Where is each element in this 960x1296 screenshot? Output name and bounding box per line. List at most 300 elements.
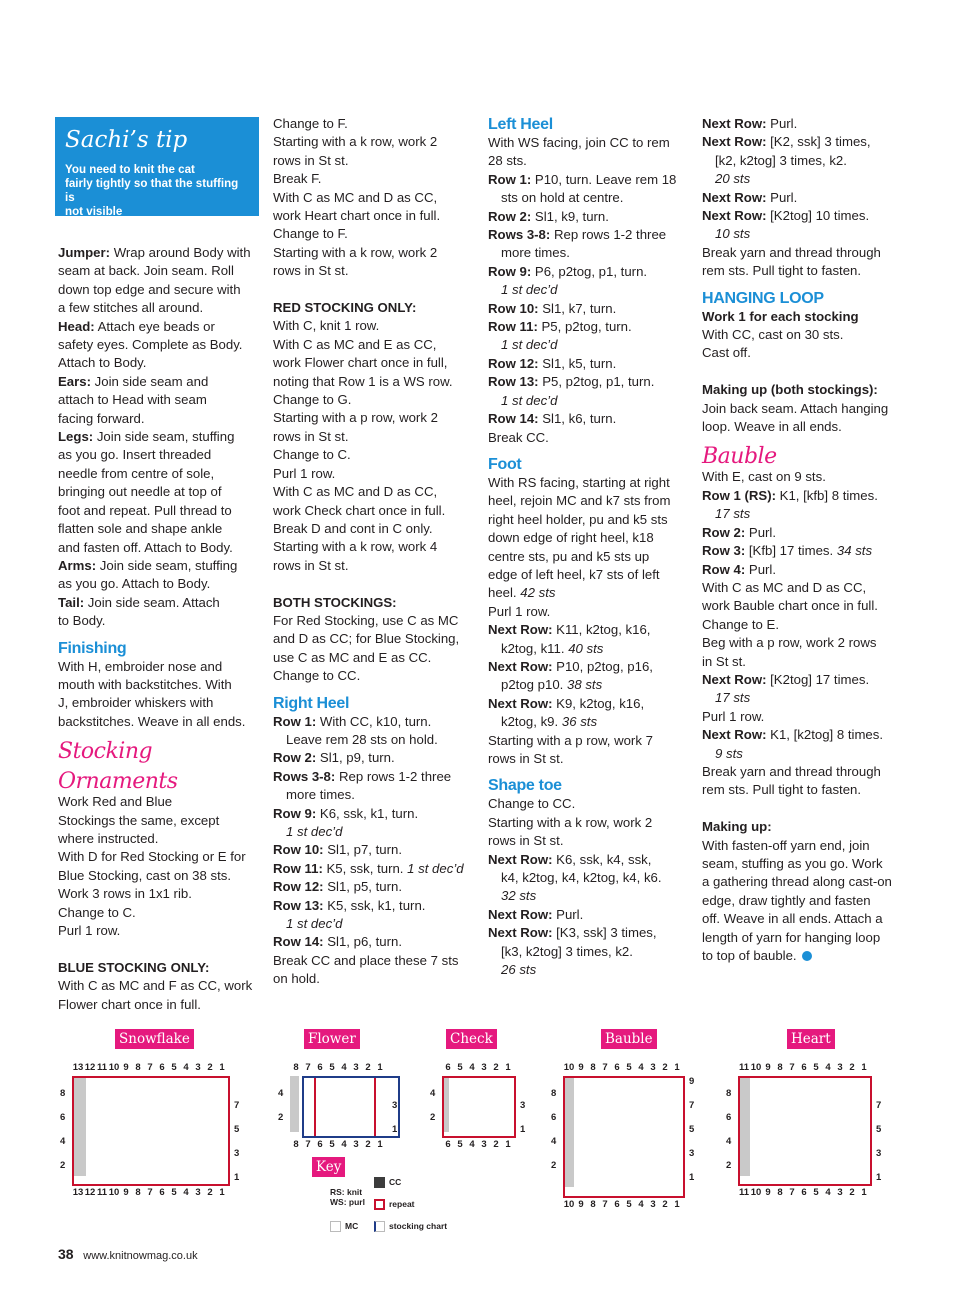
text-line — [273, 299, 478, 317]
bold-label: Next Row: — [488, 925, 553, 941]
stitch-number: 2 — [493, 1139, 499, 1150]
row-number: 1 — [234, 1172, 240, 1183]
italic-count: 36 sts — [561, 714, 598, 730]
bold-label: Next Row: — [488, 658, 553, 674]
line-text: use C as MC and E as CC. — [273, 649, 432, 665]
spacer — [702, 363, 907, 381]
text-column-1 — [58, 244, 263, 1014]
line-text: Purl 1 row. — [488, 603, 551, 619]
line-text: rows in St st. — [273, 263, 349, 279]
text-line — [58, 354, 263, 372]
line-text: more times. — [286, 787, 355, 803]
text-line — [488, 336, 693, 354]
text-line — [702, 781, 907, 799]
line-text: 28 sts. — [488, 153, 527, 169]
line-text: safety eyes. Complete as Body. — [58, 337, 243, 353]
row-number: 1 — [876, 1172, 882, 1183]
stitch-number: 8 — [777, 1062, 783, 1073]
stitch-number: 5 — [329, 1139, 335, 1150]
stitch-number: 4 — [183, 1062, 189, 1073]
italic-count: 17 sts — [715, 506, 751, 522]
line-text: With fasten-off yarn end, join — [702, 837, 870, 853]
stitch-number: 1 — [674, 1199, 680, 1210]
row-number: 8 — [551, 1088, 557, 1099]
top-stitch-numbers — [442, 1062, 514, 1073]
stitch-number: 6 — [445, 1139, 451, 1150]
italic-count: 20 sts — [715, 171, 751, 187]
chart-label-check: Check — [446, 1029, 497, 1049]
bold-label: Legs: — [58, 429, 94, 445]
text-line — [273, 749, 478, 767]
line-text: heel, rejoin MC and k7 sts from — [488, 493, 671, 509]
stitch-number: 10 — [563, 1199, 575, 1210]
stitch-number: 7 — [789, 1062, 795, 1073]
stitch-number: 4 — [341, 1062, 347, 1073]
stitch-number: 6 — [159, 1062, 165, 1073]
stitch-number: 7 — [602, 1199, 608, 1210]
italic-count: 32 sts — [501, 888, 537, 904]
row-number: 3 — [520, 1100, 526, 1111]
chart-key — [312, 1157, 452, 1237]
text-line — [273, 897, 478, 915]
stitch-number: 3 — [837, 1062, 843, 1073]
line-text: rows in St st. — [488, 833, 564, 849]
top-stitch-numbers — [563, 1062, 683, 1073]
bold-label: Next Row: — [488, 695, 553, 711]
bold-label: Row 13: — [488, 374, 539, 390]
text-line — [273, 262, 478, 280]
text-line — [702, 344, 907, 362]
stitch-number: 6 — [445, 1062, 451, 1073]
line-text: Starting with a k row, work 2 — [273, 134, 438, 150]
row-number: 2 — [60, 1160, 66, 1171]
line-text: to Body. — [58, 613, 106, 629]
stocking-box — [302, 1076, 400, 1138]
text-line — [702, 689, 907, 707]
text-line — [702, 207, 907, 225]
page-number: 38 — [58, 1246, 74, 1262]
line-text: down top edge and secure with — [58, 281, 241, 297]
text-line — [488, 943, 693, 961]
bold-label: Rows 3-8: — [488, 227, 551, 243]
text-line — [273, 649, 478, 667]
text-line — [488, 795, 693, 813]
section-heading: Shape toe — [488, 777, 562, 795]
text-column-3 — [488, 115, 693, 979]
text-line — [488, 750, 693, 768]
italic-count: 17 sts — [715, 690, 751, 706]
text-line — [488, 814, 693, 832]
text-line — [702, 745, 907, 763]
bold-label: Row 1: — [273, 713, 317, 729]
bold-label: Head: — [58, 318, 95, 334]
text-line — [273, 152, 478, 170]
text-line — [58, 410, 263, 428]
line-text: Cast off. — [702, 345, 751, 361]
text-line — [488, 355, 693, 373]
text-line — [273, 483, 478, 501]
text-line — [58, 867, 263, 885]
stitch-number: 5 — [457, 1062, 463, 1073]
key-stocking-chart: stocking chart — [374, 1221, 447, 1232]
stitch-number: 2 — [662, 1199, 668, 1210]
stitch-number: 1 — [505, 1139, 511, 1150]
text-line — [702, 542, 907, 560]
text-line — [702, 929, 907, 947]
line-text: edge, draw tightly and fasten — [702, 892, 871, 908]
repeat-box — [442, 1076, 516, 1138]
text-line — [58, 612, 263, 630]
line-text: work Bauble chart once in full. — [702, 598, 878, 614]
stocking-swatch-icon — [374, 1221, 385, 1232]
text-line — [702, 818, 907, 836]
text-line — [273, 244, 478, 262]
text-line — [488, 474, 693, 492]
stitch-number: 12 — [84, 1062, 96, 1073]
text-line — [488, 281, 693, 299]
text-line — [58, 391, 263, 409]
line-text: With CC, cast on 30 sts. — [702, 327, 844, 343]
line-text: K9, k2tog, k16, — [552, 695, 645, 711]
stitch-number: 5 — [626, 1199, 632, 1210]
text-line — [58, 299, 263, 317]
bold-label: Next Row: — [702, 134, 767, 150]
top-stitch-numbers — [72, 1062, 228, 1073]
text-line — [702, 308, 907, 326]
italic-count: 34 sts — [836, 543, 873, 559]
text-line — [702, 726, 907, 744]
stitch-number: 9 — [123, 1187, 129, 1198]
stitch-number: 1 — [219, 1062, 225, 1073]
line-text: For Red Stocking, use C as MC — [273, 612, 459, 628]
line-text: With CC, k10, turn. — [316, 713, 432, 729]
line-text: Change to C. — [273, 447, 351, 463]
line-text: Beg with a p row, work 2 rows — [702, 635, 877, 651]
stitch-number: 1 — [219, 1187, 225, 1198]
stitch-number: 8 — [590, 1199, 596, 1210]
text-line — [702, 468, 907, 486]
italic-count: 26 sts — [501, 962, 537, 978]
stitch-number: 9 — [765, 1187, 771, 1198]
text-line — [702, 579, 907, 597]
line-text: Break D and cont in C only. — [273, 520, 433, 536]
text-line — [273, 970, 478, 988]
italic-count: 40 sts — [568, 640, 604, 656]
text-line — [273, 823, 478, 841]
line-text: P5, p2tog, p1, turn. — [538, 374, 655, 390]
stitch-number: 2 — [365, 1139, 371, 1150]
line-text: needle from centre of sole, — [58, 465, 215, 481]
stitch-number: 5 — [171, 1062, 177, 1073]
line-text: where instructed. — [58, 830, 159, 846]
stitch-number: 4 — [341, 1139, 347, 1150]
line-text: Sl1, p5, turn. — [323, 879, 402, 895]
stitch-number: 8 — [135, 1187, 141, 1198]
text-line — [273, 354, 478, 372]
bold-label: Row 10: — [273, 842, 324, 858]
text-line — [488, 869, 693, 887]
line-text: rows in St st. — [273, 152, 349, 168]
text-line — [58, 959, 263, 977]
chart-grid — [290, 1076, 299, 1132]
line-text: as you go. Insert threaded — [58, 447, 212, 463]
cc-swatch-icon — [374, 1177, 385, 1188]
line-text: With C, knit 1 row. — [273, 318, 380, 334]
row-number: 2 — [551, 1160, 557, 1171]
bold-label: Tail: — [58, 594, 85, 610]
text-line — [58, 848, 263, 866]
stitch-number: 10 — [563, 1062, 575, 1073]
line-text: With D for Red Stocking or E for — [58, 849, 246, 865]
stitch-number: 13 — [72, 1062, 84, 1073]
italic-count: 9 sts — [715, 745, 743, 761]
bold-label: Row 1 (RS): — [702, 487, 776, 503]
text-line — [273, 630, 478, 648]
text-line — [273, 446, 478, 464]
row-number: 7 — [876, 1100, 882, 1111]
bold-label: Next Row: — [702, 671, 767, 687]
bold-label: RED STOCKING ONLY: — [273, 300, 417, 316]
line-text: With C as MC and D as CC, — [273, 484, 438, 500]
stitch-number: 9 — [578, 1062, 584, 1073]
text-line — [273, 612, 478, 630]
top-stitch-numbers — [738, 1062, 870, 1073]
line-text: With RS facing, starting at right — [488, 474, 670, 490]
row-number: 1 — [392, 1124, 398, 1135]
line-text: With WS facing, join CC to rem — [488, 135, 670, 150]
stitch-number: 6 — [317, 1062, 323, 1073]
text-line — [702, 115, 907, 133]
text-line — [702, 597, 907, 615]
row-number: 7 — [234, 1100, 240, 1111]
stitch-number: 4 — [638, 1062, 644, 1073]
line-text: Attach to Body. — [58, 355, 147, 371]
line-text: Blue Stocking, cast on 38 sts. — [58, 867, 231, 883]
line-text: Sl1, p6, turn. — [323, 934, 402, 950]
text-line — [488, 152, 693, 170]
line-text: flatten sole and shape ankle — [58, 521, 223, 537]
text-line — [488, 492, 693, 510]
line-text: in St st. — [702, 653, 746, 669]
text-line — [58, 996, 263, 1014]
text-line — [58, 483, 263, 501]
text-line — [58, 502, 263, 520]
line-text: Change to CC. — [273, 668, 361, 684]
text-line — [488, 924, 693, 942]
text-line — [58, 262, 263, 280]
text-line — [488, 189, 693, 207]
text-line — [273, 336, 478, 354]
text-line — [488, 621, 693, 639]
stitch-number: 3 — [481, 1062, 487, 1073]
line-text: J, embroider whiskers with — [58, 695, 214, 711]
stitch-number: 6 — [159, 1187, 165, 1198]
spacer — [58, 940, 263, 958]
stitch-number: 3 — [353, 1139, 359, 1150]
stitch-number: 12 — [84, 1187, 96, 1198]
key-knit-purl: RS: knit WS: purl — [330, 1187, 365, 1207]
line-text: With C as MC and E as CC, — [273, 336, 437, 352]
stitch-number: 9 — [578, 1199, 584, 1210]
line-text: on hold. — [273, 971, 320, 987]
bold-label: Row 11: — [273, 860, 323, 876]
bold-label: Row 2: — [702, 524, 746, 540]
stitch-number: 5 — [171, 1187, 177, 1198]
text-line — [273, 952, 478, 970]
text-line — [488, 208, 693, 226]
row-number: 3 — [234, 1148, 240, 1159]
row-number: 6 — [60, 1112, 66, 1123]
line-text: P6, p2tog, p1, turn. — [531, 263, 648, 279]
line-text: Wrap around Body with — [110, 245, 251, 260]
line-text: With H, embroider nose and — [58, 658, 223, 674]
line-text: K5, ssk, k1, turn. — [323, 897, 426, 913]
text-line — [702, 653, 907, 671]
text-line — [488, 134, 693, 152]
text-line — [702, 418, 907, 436]
row-number: 5 — [234, 1124, 240, 1135]
bold-label: Row 11: — [488, 319, 538, 335]
row-number: 3 — [392, 1100, 398, 1111]
line-text: [Kfb] 17 times. — [745, 543, 837, 559]
line-text: noting that Row 1 is a WS row. — [273, 373, 453, 389]
chart-label-snowflake: Snowflake — [115, 1029, 194, 1049]
text-line — [702, 244, 907, 262]
footer-url: www.knitnowmag.co.uk — [83, 1250, 198, 1262]
bold-label: Row 14: — [273, 934, 324, 950]
text-line — [702, 873, 907, 891]
text-line — [273, 409, 478, 427]
text-line — [273, 115, 478, 133]
text-line — [702, 634, 907, 652]
text-line — [702, 225, 907, 243]
bold-label: Row 4: — [702, 561, 746, 577]
line-text: Break F. — [273, 171, 322, 187]
mc-swatch-icon — [330, 1221, 341, 1232]
text-line — [488, 171, 693, 189]
text-line — [58, 281, 263, 299]
line-text: seam, stuffing as you go. Work — [702, 856, 883, 871]
line-text: K6, ssk, k4, ssk, — [552, 851, 652, 867]
repeat-box — [72, 1076, 230, 1186]
line-text: and fasten off. Attach to Body. — [58, 539, 233, 555]
text-line — [488, 548, 693, 566]
bold-label: Making up: — [702, 819, 772, 835]
text-line — [273, 915, 478, 933]
row-number: 3 — [689, 1148, 695, 1159]
line-text: Sl1, k6, turn. — [538, 411, 617, 427]
line-text: Purl 1 row. — [702, 708, 765, 724]
repeat-swatch-icon — [374, 1199, 385, 1210]
stitch-number: 11 — [738, 1187, 750, 1198]
bold-label: Row 9: — [488, 263, 532, 279]
row-number: 6 — [726, 1112, 732, 1123]
bottom-stitch-numbers — [738, 1187, 870, 1198]
row-number: 5 — [689, 1124, 695, 1135]
line-text: k2tog, k11. — [501, 640, 569, 656]
row-number: 7 — [689, 1100, 695, 1111]
text-line — [488, 603, 693, 621]
row-number: 8 — [60, 1088, 66, 1099]
text-line — [702, 262, 907, 280]
text-line — [488, 676, 693, 694]
row-number: 3 — [876, 1148, 882, 1159]
section-heading: Right Heel — [273, 694, 350, 712]
line-text: P5, p2tog, turn. — [537, 319, 632, 335]
line-text: to top of bauble. — [702, 948, 801, 964]
stitch-number: 3 — [650, 1199, 656, 1210]
stitch-number: 7 — [789, 1187, 795, 1198]
line-text: as you go. Attach to Body. — [58, 576, 211, 592]
row-number: 4 — [726, 1136, 732, 1147]
tip-title: Sachi’s tip — [65, 127, 188, 153]
text-line — [488, 263, 693, 281]
text-line — [702, 400, 907, 418]
line-text: Leave rem 28 sts on hold. — [286, 731, 438, 747]
text-line — [273, 841, 478, 859]
line-text: [K2tog] 17 times. — [766, 671, 870, 687]
text-line — [488, 713, 693, 731]
text-line — [58, 520, 263, 538]
text-line — [488, 961, 693, 979]
bold-label: Making up (both stockings): — [702, 382, 878, 398]
bold-label: Row 13: — [273, 897, 324, 913]
line-text: Break CC and place these 7 sts — [273, 952, 459, 968]
row-number: 2 — [430, 1112, 436, 1123]
row-number: 1 — [520, 1124, 526, 1135]
bold-label: Row 3: — [702, 543, 746, 559]
text-line — [702, 616, 907, 634]
bold-label: Next Row: — [702, 189, 767, 205]
text-line — [488, 906, 693, 924]
line-text: [K2tog] 10 times. — [766, 208, 870, 224]
line-text: Sl1, k7, turn. — [538, 300, 617, 316]
row-number: 2 — [726, 1160, 732, 1171]
yarn-ball-icon — [802, 951, 812, 961]
line-text: Sl1, k5, turn. — [538, 355, 617, 371]
stitch-number: 10 — [108, 1062, 120, 1073]
italic-count: 1 st dec’d — [501, 337, 558, 353]
bold-label: Row 12: — [273, 879, 324, 895]
line-text: Join back seam. Attach hanging — [702, 400, 889, 416]
text-line — [702, 910, 907, 928]
stitch-number: 1 — [377, 1062, 383, 1073]
bold-label: BOTH STOCKINGS: — [273, 594, 397, 610]
text-line — [58, 575, 263, 593]
stitch-number: 4 — [183, 1187, 189, 1198]
line-text: With C as MC and D as CC, — [273, 189, 438, 205]
text-line — [273, 225, 478, 243]
stitch-number: 13 — [72, 1187, 84, 1198]
section-heading: Left Heel — [488, 116, 553, 133]
text-line — [273, 170, 478, 188]
text-line — [273, 667, 478, 685]
text-line — [58, 885, 263, 903]
row-number: 6 — [551, 1112, 557, 1123]
line-text: Work Red and Blue — [58, 794, 173, 810]
text-line — [273, 786, 478, 804]
bold-label: Next Row: — [488, 622, 553, 638]
line-text: Change to E. — [702, 616, 779, 632]
line-text: heel. — [488, 585, 521, 601]
stitch-number: 6 — [317, 1139, 323, 1150]
line-text: backstitches. Weave in all ends. — [58, 713, 246, 729]
text-line — [702, 152, 907, 170]
text-line — [273, 373, 478, 391]
line-text: Rep rows 1-2 three — [550, 227, 667, 243]
stitch-number: 5 — [813, 1187, 819, 1198]
line-text: foot and repeat. Pull thread to — [58, 502, 232, 518]
